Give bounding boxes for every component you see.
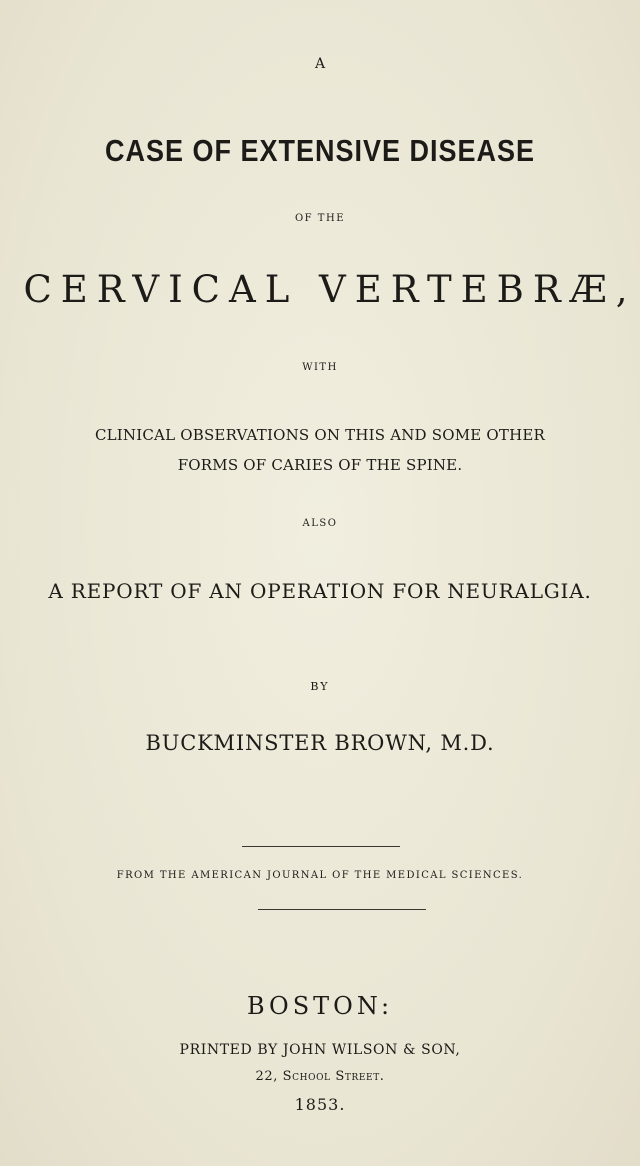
imprint-year: 1853.: [294, 1095, 346, 1114]
connector-by: BY: [310, 680, 330, 693]
report-title: A REPORT OF AN OPERATION FOR NEURALGIA.: [48, 579, 592, 603]
subtitle-line-1: CLINICAL OBSERVATIONS ON THIS AND SOME OTHER: [94, 426, 546, 444]
title-line-2: CERVICAL VERTEBRÆ,: [23, 268, 637, 311]
imprint-address: 22, School Street.: [255, 1069, 385, 1084]
imprint-city: BOSTON:: [246, 992, 394, 1020]
divider-top: [242, 846, 400, 847]
subtitle-line-2: FORMS OF CARIES OF THE SPINE.: [177, 456, 463, 474]
connector-also: ALSO: [302, 518, 338, 529]
divider-bottom: [258, 909, 426, 910]
connector-with: WITH: [302, 362, 338, 373]
source-journal: FROM THE AMERICAN JOURNAL OF THE MEDICAL SCIENCES.: [116, 870, 524, 881]
article-a: A: [314, 56, 326, 72]
imprint-printer: PRINTED BY JOHN WILSON & SON,: [179, 1042, 461, 1058]
connector-of-the: OF THE: [294, 213, 345, 224]
author-name: BUCKMINSTER BROWN, M.D.: [145, 731, 495, 755]
title-line-1: CASE OF EXTENSIVE DISEASE: [104, 134, 536, 168]
